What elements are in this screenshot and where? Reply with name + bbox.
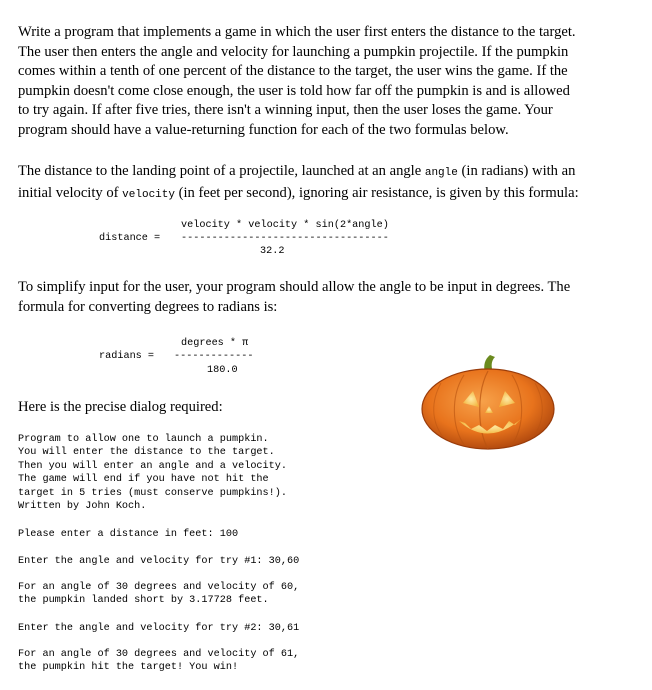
text-segment: (in radians) with an <box>457 163 576 179</box>
radians-paragraph <box>18 278 638 317</box>
dialog-try2-prompt: Enter the angle and velocity for try #2: 30,61 <box>18 623 300 634</box>
dialog-line: Program to allow one to launch a pumpkin. <box>18 434 269 445</box>
distance-line-1 <box>18 162 638 184</box>
fraction-bar: ------------- <box>174 351 254 362</box>
dialog-try1-result <box>18 581 299 608</box>
intro-line: to try again. If after five tries, there isn't a winning input, then the user loses the game. Your <box>18 102 553 119</box>
distance-paragraph <box>18 162 638 205</box>
radians-line: To simplify input for the user, your program should allow the angle to be input in degrees. The <box>18 279 571 295</box>
dialog-line: the pumpkin landed short by 3.17728 feet. <box>18 595 269 607</box>
dialog-heading-text: Here is the precise dialog required: <box>18 399 223 415</box>
formula-numerator: degrees * π <box>181 338 249 349</box>
intro-paragraph <box>18 23 638 141</box>
dialog-line: For an angle of 30 degrees and velocity of 61, <box>18 649 300 660</box>
radians-line: formula for converting degrees to radians is: <box>18 298 278 315</box>
text-segment: initial velocity of <box>18 184 123 201</box>
dialog-line: The game will end if you have not hit the <box>18 474 269 486</box>
formula-label: radians = <box>99 351 155 362</box>
code-angle: angle <box>424 167 458 179</box>
intro-line: Write a program that implements a game in which the user first enters the distance to the target. <box>18 24 576 40</box>
dialog-line: target in 5 tries (must conserve pumpkins!). <box>18 487 287 499</box>
formula-denominator: 32.2 <box>260 246 285 257</box>
text-segment: (in feet per second), ignoring air resistance, is given by this formula: <box>174 184 579 201</box>
dialog-line: For an angle of 30 degrees and velocity of 60, <box>18 582 300 593</box>
dialog-try2-result <box>18 648 299 675</box>
dialog-line: Written by John Koch. <box>18 501 147 513</box>
intro-line: The user then enters the angle and velocity for launching a pumpkin projectile. If the pumpkin <box>18 43 569 60</box>
code-velocity: velocity <box>122 188 175 201</box>
intro-line: program should have a value-returning function for each of the two formulas below. <box>18 121 509 138</box>
formula-denominator: 180.0 <box>207 365 238 376</box>
dialog-intro <box>18 433 287 513</box>
dialog-line: Then you will enter an angle and a velocity. <box>18 460 287 472</box>
dialog-line: You will enter the distance to the target. <box>18 447 275 459</box>
dialog-try1-prompt: Enter the angle and velocity for try #1: 30,60 <box>18 556 300 567</box>
intro-line: pumpkin doesn't come close enough, the user is told how far off the pumpkin is and is allowed <box>18 82 570 99</box>
jack-o-lantern-image <box>419 351 557 451</box>
fraction-bar: ---------------------------------- <box>181 233 389 244</box>
distance-line-2 <box>18 184 638 206</box>
dialog-distance-prompt: Please enter a distance in feet: 100 <box>18 529 239 540</box>
dialog-line: the pumpkin hit the target! You win! <box>18 662 239 674</box>
formula-numerator: velocity * velocity * sin(2*angle) <box>181 220 389 231</box>
intro-line: comes within a tenth of one percent of the distance to the target, the user wins the game. If the <box>18 63 568 80</box>
text-segment: The distance to the landing point of a projectile, launched at an angle <box>18 163 425 179</box>
formula-label: distance = <box>99 233 161 244</box>
